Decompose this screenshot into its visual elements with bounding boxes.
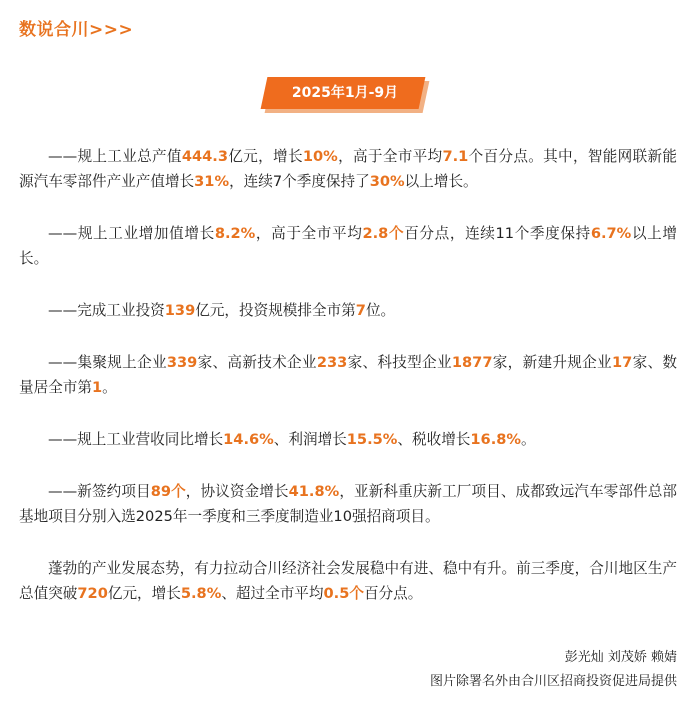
highlight-figure: 1877	[451, 354, 493, 371]
highlight-figure: 6.7%	[590, 225, 632, 242]
paragraph-text: 位。	[365, 302, 396, 319]
highlight-figure: 10%	[302, 148, 338, 165]
highlight-figure: 444.3	[181, 148, 229, 165]
highlight-figure: 720	[77, 585, 108, 602]
highlight-figure: 7.1	[442, 148, 469, 165]
highlight-figure: 0.5个	[323, 585, 364, 602]
paragraph-text: ——规上工业营收同比增长	[48, 431, 224, 448]
paragraph-text: 以上增长。	[404, 173, 478, 190]
date-badge	[264, 77, 432, 113]
highlight-figure: 1	[91, 379, 103, 396]
paragraph-text: 家，新建升规企业	[492, 354, 612, 371]
paragraph-industrial-output	[19, 144, 677, 194]
paragraph-text: 家、高新技术企业	[197, 354, 317, 371]
highlight-figure: 16.8%	[470, 431, 522, 448]
credits-authors: 彭光灿 刘茂娇 赖婧	[564, 650, 677, 665]
highlight-figure: 41.8%	[288, 483, 340, 500]
section-title: 数说合川>>>	[19, 20, 134, 40]
highlight-figure: 2.8个	[362, 225, 405, 242]
highlight-figure: 17	[611, 354, 633, 371]
paragraph-enterprises	[19, 350, 677, 400]
paragraph-text: 家、数量居全市第	[19, 354, 677, 396]
paragraph-text: 亿元，增长	[228, 148, 303, 165]
paragraph-text: 、税收增长	[397, 431, 471, 448]
highlight-figure: 14.6%	[223, 431, 274, 448]
paragraph-text: 百分点。	[363, 585, 423, 602]
paragraph-text: 亿元，增长	[107, 585, 181, 602]
paragraph-text: 家、科技型企业	[347, 354, 452, 371]
highlight-figure: 339	[166, 354, 198, 371]
paragraph-text: 个百分点。其中，智能网联新能源汽车零部件产业产值增长	[19, 148, 677, 190]
paragraph-text: ——完成工业投资	[48, 302, 165, 319]
paragraph-summary	[19, 556, 677, 606]
highlight-figure: 8.2%	[214, 225, 256, 242]
paragraph-text: ——规上工业增加值增长	[48, 225, 215, 242]
paragraph-text: ——规上工业总产值	[48, 148, 182, 165]
date-badge-label: 2025年1月-9月	[291, 85, 399, 101]
credits	[430, 646, 677, 694]
paragraph-text: ，连续7个季度保持了	[229, 173, 370, 190]
paragraph-text: 、利润增长	[273, 431, 347, 448]
paragraph-text: 。	[102, 379, 117, 396]
highlight-figure: 7	[355, 302, 366, 319]
highlight-figure: 89个	[150, 483, 186, 500]
paragraph-investment	[19, 298, 677, 323]
highlight-figure: 30%	[369, 173, 405, 190]
paragraph-text: ，协议资金增长	[185, 483, 289, 500]
paragraph-text: 。	[521, 431, 536, 448]
paragraph-text: ，高于全市平均	[255, 225, 363, 242]
highlight-figure: 31%	[194, 173, 230, 190]
paragraph-text: ，亚新科重庆新工厂项目、成都致远汽车零部件总部基地项目分别入选2025年一季度和三季度制造业10强招商项目。	[19, 483, 677, 525]
highlight-figure: 139	[164, 302, 196, 319]
paragraph-text: ——集聚规上企业	[48, 354, 167, 371]
paragraph-text: 亿元，投资规模排全市第	[195, 302, 356, 319]
highlight-figure: 5.8%	[180, 585, 222, 602]
credits-photo-note: 图片除署名外由合川区招商投资促进局提供	[429, 674, 677, 689]
paragraph-text: 、超过全市平均	[221, 585, 324, 602]
paragraph-revenue	[19, 427, 677, 452]
highlight-figure: 15.5%	[346, 431, 398, 448]
highlight-figure: 233	[316, 354, 348, 371]
article-body	[19, 144, 677, 633]
paragraph-text: 蓬勃的产业发展态势，有力拉动合川经济社会发展稳中有进、稳中有升。前三季度，合川地区生产总值突破	[19, 560, 677, 602]
paragraph-text: 以上增长。	[19, 225, 677, 267]
paragraph-text: ，高于全市平均	[337, 148, 443, 165]
paragraph-value-added	[19, 221, 677, 271]
paragraph-text: ——新签约项目	[48, 483, 151, 500]
paragraph-projects	[19, 479, 677, 529]
paragraph-text: 百分点，连续11个季度保持	[404, 225, 591, 242]
